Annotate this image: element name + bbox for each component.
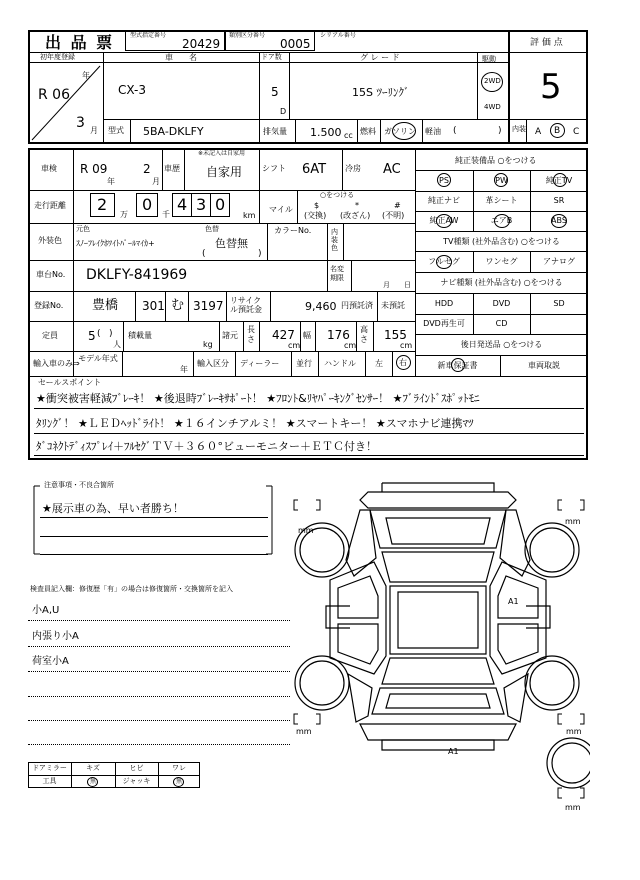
model-code: 5BA-DKLFY	[143, 125, 204, 138]
sales-line: ﾀﾘﾝｸﾞ！ ★ＬＥＤﾍｯﾄﾞﾗｲﾄ！ ★１６インチアルミ！ ★スマートキー！ ★スマホナビ連携ﾏﾂ	[36, 417, 474, 430]
length-cm: 427	[272, 328, 295, 342]
ps-circle	[437, 173, 451, 187]
first-reg-year: R 06	[38, 87, 70, 103]
mileage-digit: 3	[196, 195, 207, 214]
damage-mark-a1: A1	[448, 747, 459, 756]
seating-capacity: 5	[88, 329, 96, 343]
first-reg-month: 3	[76, 115, 85, 131]
mileage-digit: 0	[215, 195, 226, 214]
car-body-diagram	[290, 478, 590, 818]
exterior-color: ｽﾉｰﾌﾚｲｸﾎﾜｲﾄﾊﾟｰﾙﾏｲｶ+	[76, 239, 155, 248]
type-designation-number: 20429	[182, 37, 221, 51]
grade-score-label: 評 価 点	[530, 38, 563, 48]
air-conditioning: AC	[383, 162, 401, 177]
inspector-label: 検査員記入欄：修復歴「有」の場合は修復箇所・交換箇所を記入	[30, 585, 233, 593]
notes-label: 注意事項・不良合箇所	[44, 481, 114, 489]
plate-number: 3197	[193, 299, 224, 313]
notes-line: ★展示車の為、早い者勝ち！	[42, 502, 184, 515]
plate-class: 301	[142, 299, 165, 313]
displacement: 1.500	[310, 126, 342, 139]
aw-circle	[436, 214, 452, 228]
inspector-line: 荷室小A	[32, 656, 69, 667]
plate-region: 豊橋	[92, 298, 119, 313]
usage-type: 自家用	[206, 165, 243, 179]
inspection-month: 2	[143, 162, 151, 176]
recycle-fee: 9,460	[305, 300, 337, 313]
sales-label: セールスポイント	[38, 378, 102, 387]
pw-circle	[494, 173, 508, 187]
car-name: CX-3	[118, 83, 146, 97]
mileage-digit: 4	[177, 195, 188, 214]
airbag-circle	[494, 214, 510, 228]
chassis-number: DKLFY-841969	[86, 267, 188, 283]
repaint-status: 色替無	[215, 237, 248, 250]
tv-circle	[553, 173, 567, 187]
class-number: 0005	[280, 37, 311, 51]
inspector-line: 小A,U	[32, 605, 60, 616]
fullseg-circle	[436, 255, 452, 269]
abs-circle	[551, 214, 567, 228]
inspection-expiry: R 09	[80, 162, 108, 176]
mileage-digit: 0	[142, 195, 153, 214]
width-cm: 176	[327, 328, 350, 342]
grade-score: 5	[540, 67, 562, 107]
mileage-digit: 2	[97, 195, 108, 214]
grade-name: 15S ﾂｰﾘﾝｸﾞ	[352, 86, 410, 99]
door-count: 5	[271, 85, 279, 99]
equipment-title: 純正装備品 ○をつける	[455, 156, 537, 165]
inspector-line: 内張り小A	[32, 631, 79, 642]
sales-line: ﾀﾞｺﾈｸﾄﾃﾞｨｽﾌﾟﾚｲ＋ﾌﾙｾｸﾞＴＶ＋３６０°ビューモニター＋ＥＴＣ付き！	[36, 440, 377, 453]
sales-line: ★衝突被害軽減ﾌﾞﾚｰｷ！ ★後退時ﾌﾞﾚｰｷｻﾎﾟｰﾄ！ ★ﾌﾛﾝﾄ&ﾘﾔﾊﾟｰｷﾝｸﾞｾﾝｻｰ！ ★ﾌﾞﾗｲﾝﾄﾞｽﾎﾟｯﾄﾓﾆ	[36, 392, 480, 405]
plate-kana: む	[171, 298, 185, 313]
form-title: 出 品 票	[45, 33, 115, 52]
damage-mark-a1: A1	[508, 597, 519, 606]
warranty-circle	[451, 358, 465, 372]
transmission: 6AT	[302, 162, 327, 177]
notes-bracket	[28, 480, 278, 560]
height-cm: 155	[384, 328, 407, 342]
